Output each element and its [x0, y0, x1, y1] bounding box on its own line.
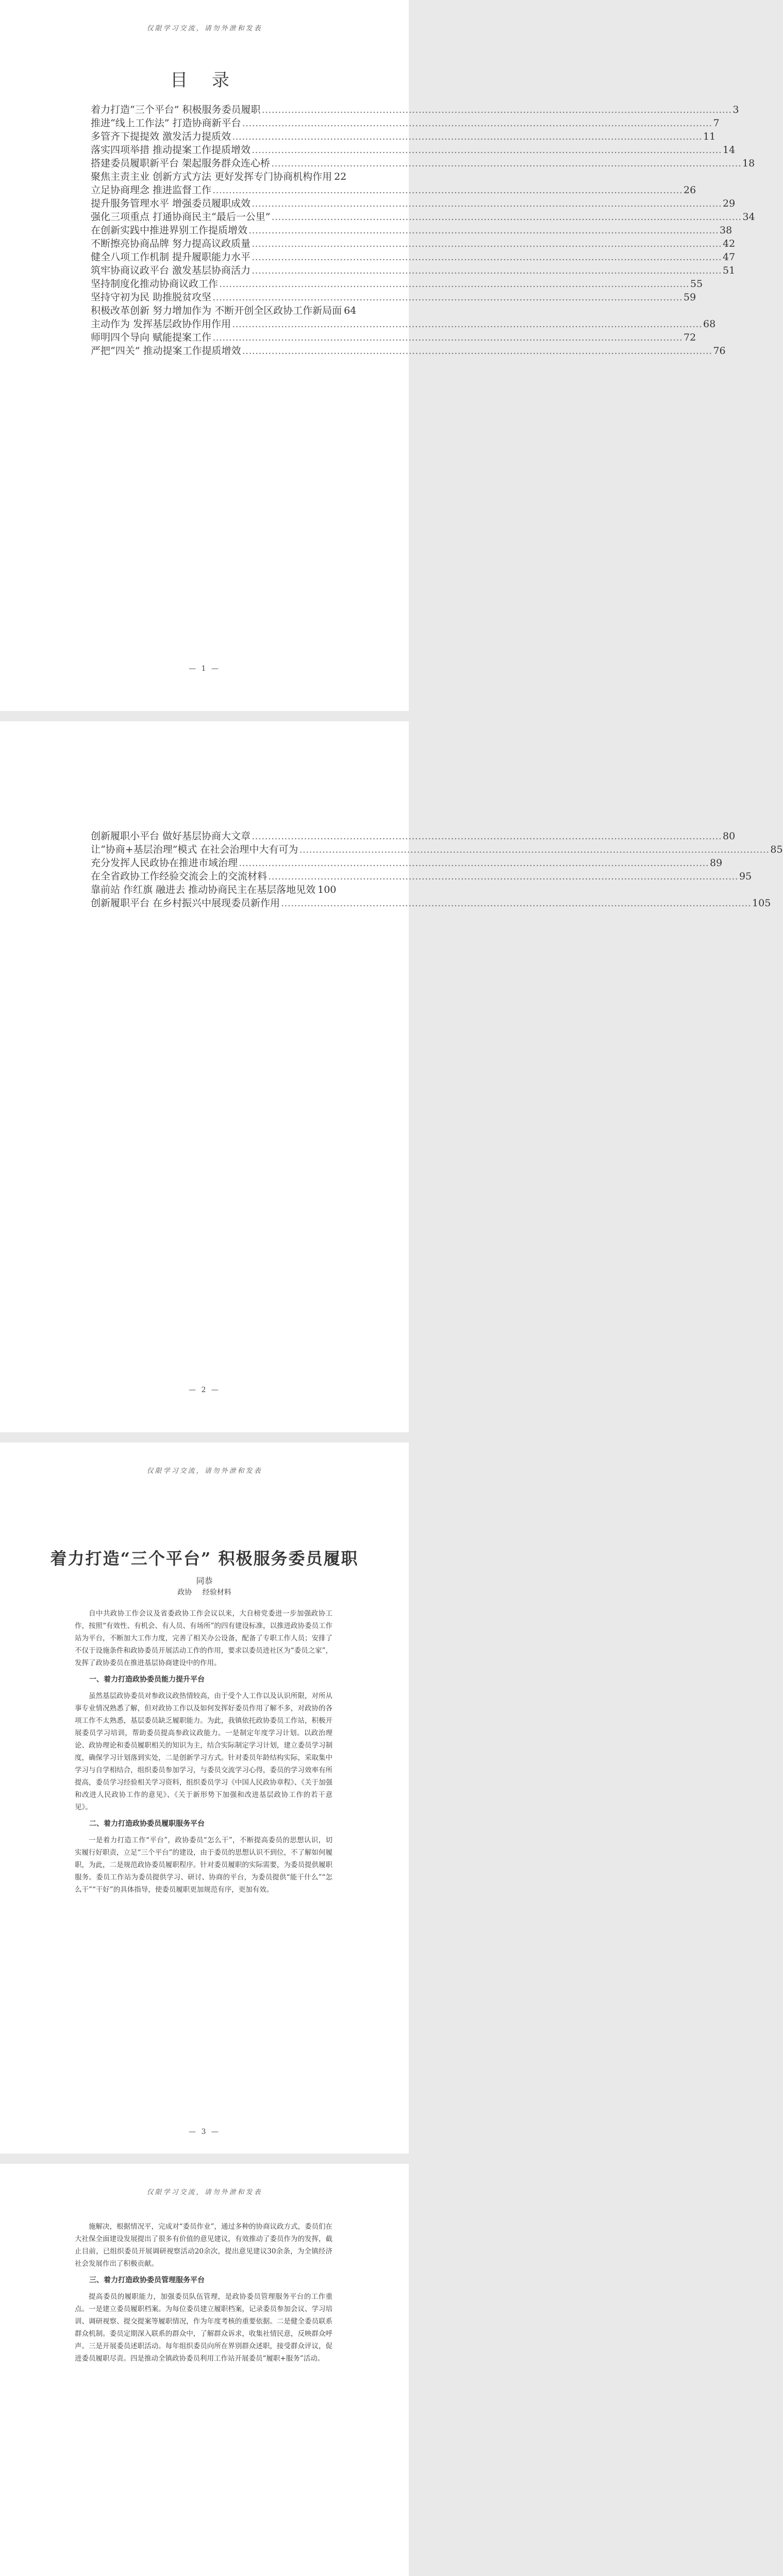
page-1: [0, 0, 755, 711]
paragraph: 自中共政协工作会议及省委政协工作会议以来，大自榜党委进一步加强政协工作，按照“有效性、有机会、有人员、有场所”的四有建设标准，以推进政协委员工作站为平台，不断加大工作力度，完善了相关办公设备，配备了专职工作人员；安排了不仅于设施条件和政协委员开展活动工作的作用，要求以委员进社区为“委员之家”，发挥了政协委员在推进基层协商建设中的作用。: [75, 1609, 332, 1667]
toc-entry-title: 筑牢协商议政平台 激发基层协商活力: [91, 265, 251, 276]
toc-entry-page: 26: [684, 184, 696, 196]
toc-entry[interactable]: [91, 856, 723, 870]
toc-leader-dots: [212, 183, 682, 197]
toc-leader-dots: [261, 103, 731, 116]
page-number: — 1 —: [189, 665, 220, 673]
toc-entry-title: 严把“四关” 推动提案工作提质增效: [91, 345, 241, 357]
paragraph: 一是着力打造工作“平台”，政协委员“怎么干”，不断提高委员的思想认识，切实履行好职责，立足“三个平台”的建设，由于委员的思想认识不到位，不了解如何履职，为此，二是规范政协委员履职程序。针对委员履职的实际需要，为委员提供履职服务。委员工作站为委员提供学习、研讨、协商的平台，为委员提供“能干什么”“怎么干”“干好”的具体指导，使委员履职更加规范有序，更加有效。: [75, 1836, 332, 1894]
section-heading: 一、着力打造政协委员能力提升平台: [89, 1675, 205, 1684]
header-note: 仅限学习交流，请勿外泄和发表: [146, 25, 262, 32]
toc-entry[interactable]: [91, 304, 357, 317]
toc-entry-title: 推进“线上工作法” 打造协商新平台: [91, 117, 241, 129]
toc-entry-page: 72: [684, 332, 696, 343]
toc-entry[interactable]: [91, 116, 720, 130]
toc-entry-title: 创新履职小平台 做好基层协商大文章: [91, 831, 251, 842]
toc-entry-page: 68: [703, 318, 716, 330]
toc-entry[interactable]: [91, 103, 739, 116]
page-number: — 2 —: [189, 1386, 220, 1394]
toc-entry[interactable]: [91, 250, 736, 264]
toc-leader-dots: [252, 237, 722, 250]
toc-entry[interactable]: [91, 183, 696, 197]
toc-entry[interactable]: [91, 277, 703, 291]
article-body-continued: [75, 2221, 332, 2365]
toc-entry[interactable]: [91, 130, 716, 143]
toc-leader-dots: [252, 143, 722, 157]
toc-entry-title: 在全省政协工作经验交流会上的交流材料: [91, 871, 268, 882]
toc-entry-page: 51: [723, 265, 736, 276]
toc-leader-dots: [219, 277, 689, 291]
toc-entry-title: 师明四个导向 赋能提案工作: [91, 332, 212, 343]
toc-entry-page: 85: [770, 844, 783, 855]
toc-entry-title: 搭建委员履职新平台 架起服务群众连心桥: [91, 158, 271, 169]
page-number: — 3 —: [189, 2128, 220, 2136]
toc-entry-title: 健全八项工作机制 提升履职能力水平: [91, 251, 251, 263]
toc-entry[interactable]: [91, 331, 696, 344]
toc-entry[interactable]: [91, 843, 783, 856]
toc-entry[interactable]: [91, 883, 337, 896]
toc-leader-dots: [252, 829, 722, 843]
toc-leader-dots: [232, 317, 702, 331]
paragraph: 提高委员的履职能力，加强委员队伍管理，是政协委员管理服务平台的工作重点。一是建立委员履职档案。为每位委员建立履职档案，记录委员参加会议、学习培训、调研视察、提交提案等履职情况，作为年度考核的重要依据。二是健全委员联系群众机制。委员定期深入联系的群众中，了解群众诉求，收集社情民意，反映群众呼声。三是开展委员述职活动。每年组织委员向所在界别群众述职，接受群众评议，促进委员履职尽责。四是推动全镇政协委员利用工作站开展委员“履职+服务”活动。: [75, 2293, 332, 2363]
toc-entry-title: 坚持制度化推动协商议政工作: [91, 278, 219, 290]
toc-entry-page: 64: [344, 305, 357, 316]
toc-leader-dots: [252, 264, 722, 277]
toc-entry-page: 22: [334, 171, 347, 182]
toc-leader-dots: [268, 870, 738, 883]
toc-leader-dots: [271, 210, 741, 224]
toc-entry-page: 76: [713, 345, 726, 357]
toc-entry[interactable]: [91, 210, 755, 224]
toc-entry-title: 提升服务管理水平 增强委员履职成效: [91, 198, 251, 209]
toc-list: [91, 103, 755, 358]
section-heading: 三、着力打造政协委员管理服务平台: [89, 2276, 205, 2284]
toc-entry-title: 多管齐下提提效 激发活力提质效: [91, 131, 231, 142]
toc-leader-dots: [248, 224, 719, 237]
toc-leader-dots: [242, 116, 712, 130]
toc-entry-page: 55: [690, 278, 703, 290]
toc-title: 目 录: [170, 70, 239, 91]
page-2: [0, 721, 783, 1432]
article-title: 着力打造“三个平台” 积极服务委员履职: [50, 1549, 359, 1568]
toc-entry-title: 靠前站 作红旗 融进去 推动协商民主在基层落地见效: [91, 884, 316, 895]
toc-entry-page: 18: [742, 158, 755, 169]
toc-entry-title: 在创新实践中推进界别工作提质增效: [91, 225, 248, 236]
page-3: [0, 1443, 409, 2154]
toc-entry[interactable]: [91, 344, 726, 358]
toc-entry-title: 坚持守初为民 助推脱贫攻坚: [91, 292, 212, 303]
toc-leader-dots: [252, 250, 722, 264]
toc-entry-title: 着力打造“三个平台” 积极服务委员履职: [91, 104, 261, 115]
section-heading: 二、着力打造政协委员履职服务平台: [89, 1820, 205, 1828]
article-meta: [0, 1587, 409, 1597]
article-meta-left: 政协: [177, 1588, 192, 1597]
toc-entry[interactable]: [91, 237, 736, 250]
toc-entry-title: 创新履职平台 在乡村振兴中展现委员新作用: [91, 897, 280, 909]
toc-leader-dots: [271, 157, 741, 170]
toc-leader-dots: [242, 344, 712, 358]
header-note: 仅限学习交流，请勿外泄和发表: [146, 1467, 262, 1475]
toc-entry-page: 89: [710, 857, 723, 869]
toc-entry-page: 7: [713, 117, 720, 129]
toc-entry-page: 34: [742, 211, 755, 223]
toc-entry[interactable]: [91, 317, 716, 331]
toc-entry[interactable]: [91, 197, 736, 210]
toc-entry[interactable]: [91, 870, 752, 883]
toc-entry-title: 主动作为 发挥基层政协作用作用: [91, 318, 231, 330]
toc-entry-title: 充分发挥人民政协在推进市域治理: [91, 857, 238, 869]
toc-entry-title: 让“协商+基层治理”模式 在社会治理中大有可为: [91, 844, 298, 855]
toc-entry-page: 59: [684, 292, 696, 303]
toc-entry[interactable]: [91, 157, 755, 170]
toc-entry-title: 强化三项重点 打通协商民主“最后一公里”: [91, 211, 271, 223]
toc-entry[interactable]: [91, 291, 696, 304]
toc-entry-title: 落实四项举措 推动提案工作提质增效: [91, 144, 251, 156]
toc-entry-page: 100: [318, 884, 337, 895]
toc-entry[interactable]: [91, 264, 736, 277]
toc-entry[interactable]: [91, 224, 732, 237]
toc-entry-page: 95: [739, 871, 752, 882]
article-author: 同恭: [196, 1576, 213, 1586]
toc-entry-page: 38: [720, 225, 732, 236]
toc-entry[interactable]: [91, 170, 347, 183]
toc-entry-title: 不断擦亮协商品牌 努力提高议政质量: [91, 238, 251, 249]
toc-entry-page: 14: [723, 144, 736, 156]
toc-leader-dots: [281, 896, 751, 910]
toc-entry-title: 立足协商理念 推进监督工作: [91, 184, 212, 196]
toc-leader-dots: [232, 130, 702, 143]
toc-entry-page: 29: [723, 198, 736, 209]
toc-entry[interactable]: [91, 896, 771, 910]
toc-leader-dots: [212, 291, 682, 304]
toc-list-continued: [91, 829, 783, 910]
toc-entry-page: 47: [723, 251, 736, 263]
toc-entry-page: 42: [723, 238, 736, 249]
header-note: 仅限学习交流，请勿外泄和发表: [146, 2189, 262, 2196]
toc-leader-dots: [239, 856, 709, 870]
toc-entry[interactable]: [91, 143, 736, 157]
toc-entry-page: 3: [732, 104, 739, 115]
article-body: [75, 1607, 332, 1896]
toc-leader-dots: [212, 331, 682, 344]
toc-entry-page: 105: [752, 897, 771, 909]
paragraph: 施解决，根据情况平，完成对“委员作业”，通过多种的协商议政方式，委员们在大社保全面建设发展提出了很多有价值的意见建议，有效推动了委员作为的发挥，截止目前，已组织委员开展调研视察活动20余次，提出意见建议30余条，为全镇经济社会发展作出了积极贡献。: [75, 2223, 332, 2268]
toc-entry-page: 80: [723, 831, 736, 842]
toc-leader-dots: [252, 197, 722, 210]
toc-leader-dots: [299, 843, 769, 856]
page-4: [0, 2164, 409, 2576]
paragraph: 虽然基层政协委员对参政议政热情较高，由于受个人工作以及认识所限，对所从事专业情况熟悉了解，但对政协工作以及如何发挥好委员作用了解不多，对政协的各项工作不太熟悉，基层委员缺乏履职能力。为此，我镇依托政协委员工作站，积极开展委员学习培训，帮助委员提高参政议政能力。一是制定年度学习计划。以政治理论、政协理论和委员履职相关的知识为主，结合实际制定学习计划，建立委员学习制度，确保学习计划落到实处，二是创新学习方式。针对委员年龄结构实际，采取集中学习与自学相结合，组织委员参加学习，与委员交流学习心得，委员的学习效率有所提高，委员学习经验相关学习资料，组织委员学习《中国人民政协章程》、《关于加强和改进人民政协工作的意见》、《关于新形势下加强和改进基层政协工作的若干意见》。: [75, 1692, 332, 1811]
toc-entry-page: 11: [703, 131, 716, 142]
toc-entry-title: 聚焦主责主业 创新方式方法 更好发挥专门协商机构作用: [91, 171, 332, 182]
toc-entry[interactable]: [91, 829, 736, 843]
toc-entry-title: 积极改革创新 努力增加作为 不断开创全区政协工作新局面: [91, 305, 342, 316]
article-meta-right: 经验材料: [202, 1588, 231, 1597]
